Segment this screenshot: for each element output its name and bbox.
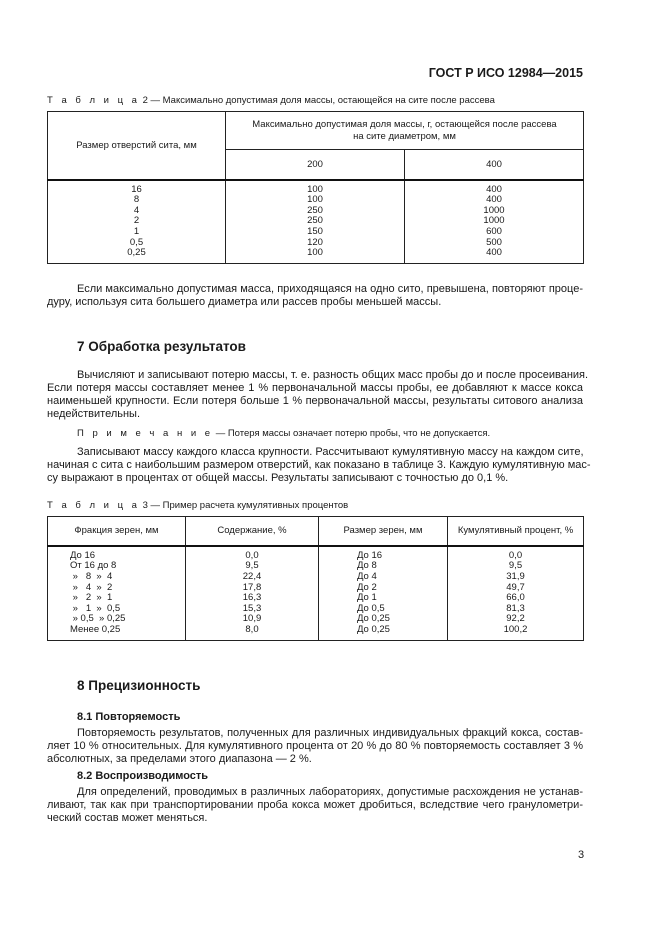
- table-cell: 49,7: [506, 581, 525, 593]
- paragraph-line: су выражают в процентах от общей массы. Результаты записывают с точностью до 0,1 %.: [47, 472, 509, 484]
- table-cell: До 4: [357, 571, 377, 583]
- table2-header-group: Максимально допустимая доля массы, г, остающейся после рассева на сите диаметром, мм: [226, 112, 584, 150]
- table3-header-fraction: Фракция зерен, мм: [48, 517, 186, 546]
- table-cell: 0,5: [129, 236, 144, 248]
- table-cell: 100: [307, 194, 323, 206]
- paragraph-line: Записывают массу каждого класса крупности. Рассчитывают кумулятивную массу на каждом сите,: [77, 446, 584, 458]
- section-7-heading: 7 Обработка результатов: [77, 339, 246, 354]
- paragraph-line: Для определений, проводимых в различных лабораториях, допустимые расхождения не устанав-: [77, 786, 583, 798]
- table-cell: » 2 » 1: [70, 592, 113, 604]
- table-cell: 100: [307, 247, 323, 259]
- table-cell: 22,4: [242, 571, 262, 583]
- table-cell: До 2: [357, 581, 377, 593]
- table-cell: 150: [307, 226, 323, 238]
- table2-header-200: 200: [226, 150, 405, 180]
- table-cell: 10,9: [242, 613, 262, 625]
- table-cell: До 8: [357, 560, 377, 572]
- table3-col-content: [186, 546, 319, 641]
- table-cell: 250: [307, 204, 323, 216]
- table2-header-400: 400: [405, 150, 584, 180]
- table2-col-400: [405, 180, 584, 264]
- table3-header-size: Размер зерен, мм: [319, 517, 448, 546]
- table-cell: 100: [307, 183, 323, 195]
- paragraph-line: начиная с сита с наибольшим размером отверстий, как показано в таблице 3. Каждую кумулятивную мас-: [47, 459, 591, 471]
- table-cell: 81,3: [506, 602, 525, 614]
- table-cell: » 4 » 2: [70, 581, 113, 593]
- table-cell: 2: [133, 215, 140, 227]
- table-cell: 8,0: [245, 624, 259, 636]
- table-cell: » 8 » 4: [70, 571, 113, 583]
- table-cell: 66,0: [506, 592, 525, 604]
- table-cell: 100,2: [503, 624, 528, 636]
- table-cell: До 1: [357, 592, 377, 604]
- table-cell: 1000: [483, 215, 505, 227]
- paragraph-line: ческий состав может меняться.: [47, 812, 208, 824]
- table3-header-cumulative: Кумулятивный процент, %: [448, 517, 584, 546]
- table-cell: До 0,5: [357, 602, 385, 614]
- table-cell: 500: [486, 236, 502, 248]
- table-2: [47, 111, 584, 264]
- table2-header-size: Размер отверстий сита, мм: [48, 112, 226, 180]
- paragraph-line: ливают, так как при транспортировании проба кокса может дробиться, вследствие чего гранулометри-: [47, 799, 583, 811]
- paragraph-line: Если максимально допустимая масса, приходящаяся на одно сито, превышена, повторяют проце-: [77, 283, 583, 295]
- table-cell: 9,5: [508, 560, 523, 572]
- table-cell: 0,25: [127, 247, 146, 259]
- table-cell: 9,5: [245, 560, 259, 572]
- document-header: ГОСТ Р ИСО 12984—2015: [428, 66, 583, 80]
- table-cell: 8: [133, 194, 140, 206]
- paragraph-line: дуру, используя сита большего диаметра или рассев пробы меньшей массы.: [47, 296, 442, 308]
- table-cell: 31,9: [506, 571, 525, 583]
- table-cell: 16: [131, 183, 142, 195]
- table3-col-size: [319, 546, 448, 641]
- table-cell: 400: [486, 194, 502, 206]
- table-cell: Менее 0,25: [70, 624, 121, 636]
- table-cell: До 0,25: [357, 624, 390, 636]
- paragraph-line: Вычисляют и записывают потерю массы, т. е. разность общих масс пробы до и после просеивания.: [77, 369, 589, 381]
- table3-header-content: Содержание, %: [186, 517, 319, 546]
- table-cell: 120: [307, 236, 323, 248]
- table-cell: 4: [133, 204, 140, 216]
- table-cell: 17,8: [242, 581, 262, 593]
- table-cell: От 16 до 8: [70, 560, 117, 572]
- table-cell: 1000: [483, 204, 505, 216]
- table-cell: До 0,25: [357, 613, 390, 625]
- table2-col-sizes: [48, 180, 226, 264]
- table-cell: » 1 » 0,5: [70, 602, 121, 614]
- table3-caption: Т а б л и ц а 3 — Пример расчета кумулятивных процентов: [47, 500, 349, 511]
- table-cell: 15,3: [242, 602, 262, 614]
- paragraph-line: ляет 10 % относительных. Для кумулятивного процента от 20 % до 80 % повторяемость составляет 3 %: [47, 740, 583, 752]
- table-cell: 0,0: [245, 549, 259, 561]
- table-cell: 400: [486, 247, 502, 259]
- table-cell: 0,0: [508, 549, 523, 561]
- table-cell: До 16: [70, 549, 96, 561]
- table-cell: 1: [133, 226, 140, 238]
- table2-col-200: [226, 180, 405, 264]
- paragraph-line: наименьшей крупности. Если потеря больше 1 % первоначальной массы, результаты ситового анализа: [47, 395, 583, 407]
- table-cell: До 16: [357, 549, 383, 561]
- table-cell: 250: [307, 215, 323, 227]
- table-cell: » 0,5 » 0,25: [70, 613, 126, 625]
- paragraph-line: абсолютных, за пределами этого диапазона — 2 %.: [47, 753, 312, 765]
- paragraph-line: недействительны.: [47, 408, 141, 420]
- section-8-1-heading: 8.1 Повторяемость: [77, 711, 181, 723]
- table3-col-cumulative: [448, 546, 584, 641]
- paragraph-line: Если потеря массы составляет менее 1 % первоначальной массы пробы, ее добавляют к массе кокса: [47, 382, 583, 394]
- paragraph-line: Повторяемость результатов, полученных для различных индивидуальных фракций кокса, состав-: [77, 727, 583, 739]
- section-8-2-heading: 8.2 Воспроизводимость: [77, 770, 209, 782]
- table-cell: 16,3: [242, 592, 262, 604]
- table-cell: 400: [486, 183, 502, 195]
- page-number: 3: [578, 849, 585, 861]
- table-cell: 92,2: [506, 613, 525, 625]
- note: П р и м е ч а н и е — Потеря массы означает потерю пробы, что не допускается.: [77, 428, 491, 439]
- section-8-heading: 8 Прецизионность: [77, 678, 201, 693]
- table-cell: 600: [486, 226, 502, 238]
- table2-caption: Т а б л и ц а 2 — Максимально допустимая доля массы, остающейся на сите после рассева: [47, 95, 495, 106]
- table-3: [47, 516, 584, 641]
- table3-col-fraction: [48, 546, 186, 641]
